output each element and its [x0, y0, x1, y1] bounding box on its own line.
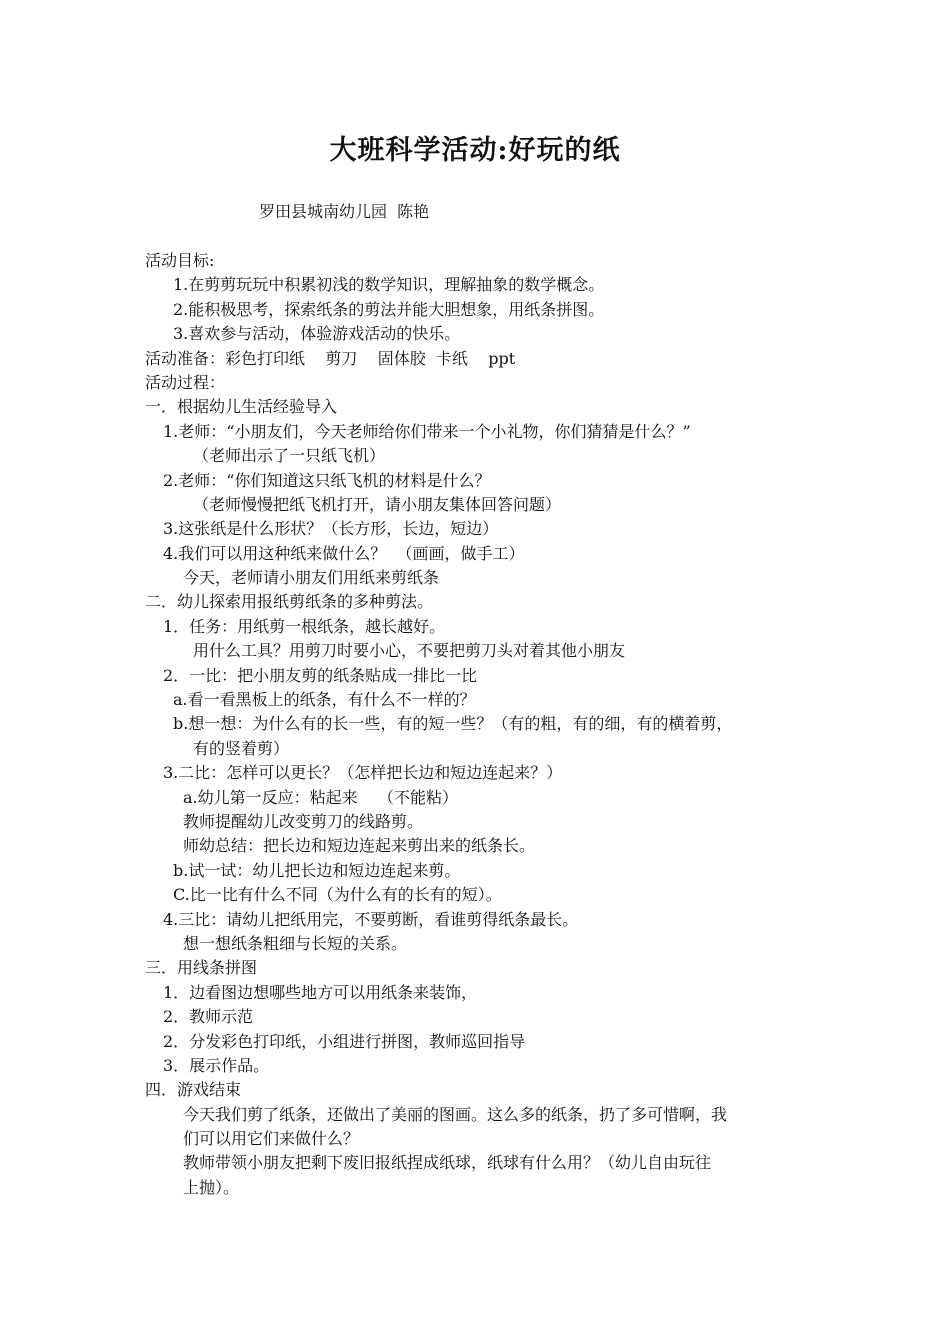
document-body — [145, 249, 815, 1200]
step-item: 1．边看图边想哪些地方可以用纸条来装饰， — [163, 982, 478, 1002]
step-note: （老师出示了一只纸飞机） — [193, 446, 386, 466]
step-item: 4.我们可以用这种纸来做什么？ （画画，做手工） — [163, 543, 525, 563]
sub-item-continued: 有的竖着剪） — [193, 738, 290, 758]
step-note: 用什么工具？用剪刀时要小心，不要把剪刀头对着其他小朋友 — [193, 641, 626, 661]
step-item: 2．一比：把小朋友剪的纸条贴成一排比一比 — [163, 665, 478, 685]
step-item: 2.老师：“你们知道这只纸飞机的材料是什么？ — [163, 470, 491, 490]
closing-paragraph: 们可以用它们来做什么？ — [183, 1129, 360, 1149]
step-item: 1.老师：“小朋友们，今天老师给你们带来一个小礼物，你们猜猜是什么？” — [163, 421, 691, 441]
closing-paragraph: 教师带领小朋友把剩下废旧报纸捏成纸球，纸球有什么用？（幼儿自由玩往 — [183, 1153, 712, 1173]
step-note: 想一想纸条粗细与长短的关系。 — [183, 933, 408, 953]
goal-item: 1.在剪剪玩玩中积累初浅的数学知识，理解抽象的数学概念。 — [173, 275, 605, 295]
step-heading: 二．幼儿探索用报纸剪纸条的多种剪法。 — [145, 592, 434, 612]
sub-item: a.看一看黑板上的纸条，有什么不一样的？ — [173, 690, 476, 710]
step-heading: 三．用线条拼图 — [145, 958, 258, 978]
sub-item: C.比一比有什么不同（为什么有的长有的短）。 — [173, 885, 502, 905]
step-note: 教师提醒幼儿改变剪刀的线路剪。 — [183, 811, 424, 831]
step-item: 1．任务：用纸剪一根纸条，越长越好。 — [163, 616, 446, 636]
step-heading: 四．游戏结束 — [145, 1080, 242, 1100]
step-item: 4.三比：请幼儿把纸用完，不要剪断，看谁剪得纸条最长。 — [163, 909, 579, 929]
sub-item: b.想一想：为什么有的长一些，有的短一些？（有的粗，有的细，有的横着剪， — [173, 714, 733, 734]
section-heading-goals: 活动目标: — [145, 251, 215, 270]
step-note: 今天，老师请小朋友们用纸来剪纸条 — [183, 568, 440, 588]
goal-item: 2.能积极思考，探索纸条的剪法并能大胆想象，用纸条拼图。 — [173, 299, 605, 319]
step-note: （老师慢慢把纸飞机打开，请小朋友集体回答问题） — [193, 494, 562, 514]
sub-item: b.试一试：幼儿把长边和短边连起来剪。 — [173, 860, 461, 880]
sub-item: a.幼儿第一反应：粘起来 （不能粘） — [183, 787, 458, 807]
step-item: 3.这张纸是什么形状？（长方形，长边，短边） — [163, 519, 499, 539]
materials-line: 活动准备：彩色打印纸 剪刀 固体胶 卡纸 ppt — [145, 348, 516, 368]
step-item: 2．分发彩色打印纸，小组进行拼图，教师巡回指导 — [163, 1031, 526, 1051]
step-item: 3．展示作品。 — [163, 1055, 270, 1075]
closing-paragraph: 今天我们剪了纸条，还做出了美丽的图画。这么多的纸条，扔了多可惜啊，我 — [183, 1104, 728, 1124]
section-heading-process: 活动过程： — [145, 372, 226, 392]
author-line: 罗田县城南幼儿园 陈艳 — [259, 202, 430, 221]
closing-paragraph: 上抛）。 — [183, 1177, 240, 1197]
goal-item: 3.喜欢参与活动，体验游戏活动的快乐。 — [173, 324, 461, 344]
document-title: 大班科学活动:好玩的纸 — [329, 135, 621, 166]
step-heading: 一．根据幼儿生活经验导入 — [145, 397, 338, 417]
step-item: 2．教师示范 — [163, 1007, 254, 1027]
step-item: 3.二比：怎样可以更长？（怎样把长边和短边连起来？） — [163, 763, 563, 783]
step-note: 师幼总结：把长边和短边连起来剪出来的纸条长。 — [183, 836, 536, 856]
